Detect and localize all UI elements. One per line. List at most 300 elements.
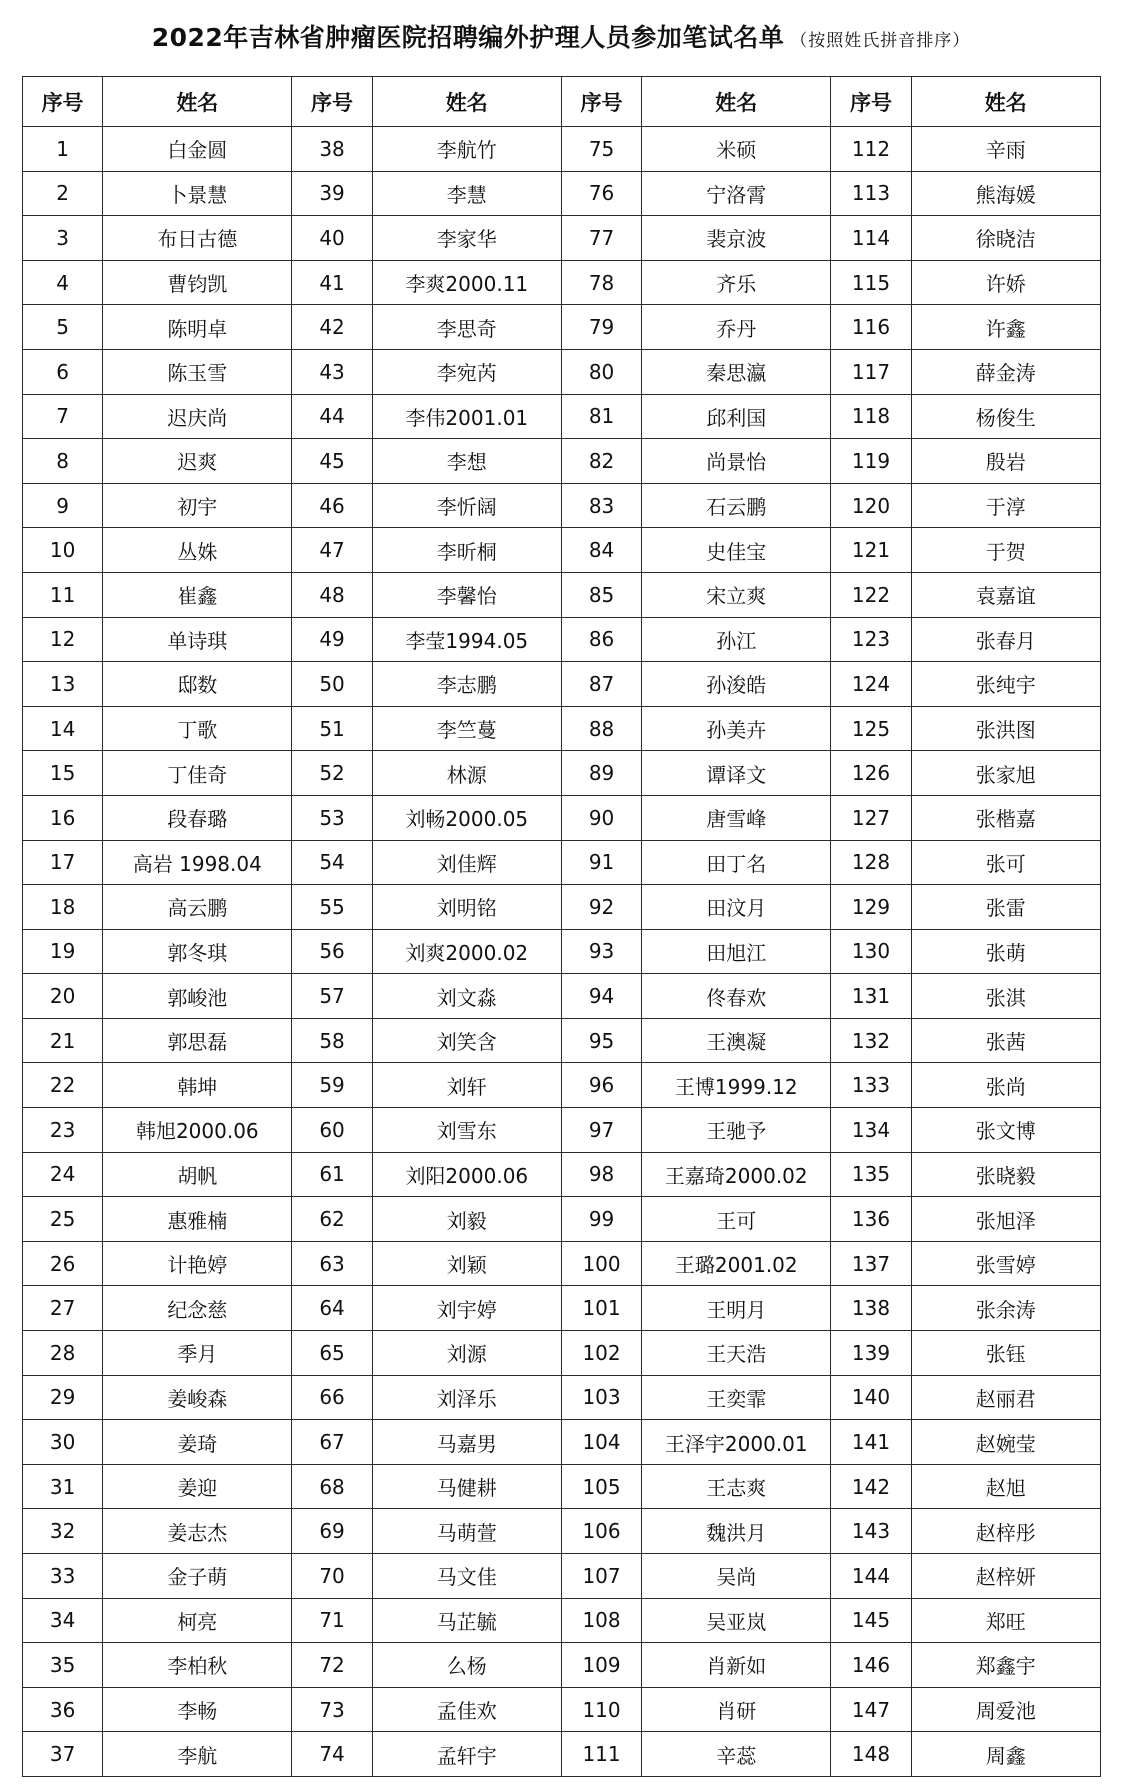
serial-number-cell: 14: [23, 706, 103, 751]
candidate-name-cell: 李航竹: [372, 127, 561, 172]
serial-number-cell: 117: [831, 349, 911, 394]
candidate-name-cell: 张文博: [911, 1108, 1100, 1153]
table-row: [23, 751, 1101, 796]
serial-number-cell: 104: [561, 1420, 641, 1465]
candidate-name-cell: 张淇: [911, 974, 1100, 1019]
candidate-name-cell: 丛姝: [103, 528, 292, 573]
serial-number-cell: 119: [831, 439, 911, 484]
serial-number-cell: 45: [292, 439, 372, 484]
table-row: [23, 349, 1101, 394]
serial-number-cell: 30: [23, 1420, 103, 1465]
candidate-name-cell: 米硕: [642, 127, 831, 172]
serial-number-cell: 148: [831, 1732, 911, 1777]
candidate-name-cell: 单诗琪: [103, 617, 292, 662]
serial-number-cell: 76: [561, 171, 641, 216]
serial-number-cell: 83: [561, 483, 641, 528]
serial-number-cell: 91: [561, 840, 641, 885]
serial-number-cell: 97: [561, 1108, 641, 1153]
candidate-name-cell: 张可: [911, 840, 1100, 885]
serial-number-cell: 109: [561, 1643, 641, 1688]
candidate-name-cell: 柯亮: [103, 1598, 292, 1643]
header-name: 姓名: [372, 77, 561, 127]
serial-number-cell: 42: [292, 305, 372, 350]
candidate-name-cell: 孙浚皓: [642, 662, 831, 707]
candidate-name-cell: 纪念慈: [103, 1286, 292, 1331]
header-name: 姓名: [103, 77, 292, 127]
candidate-name-cell: 邸数: [103, 662, 292, 707]
candidate-name-cell: 裴京波: [642, 216, 831, 261]
table-row: [23, 617, 1101, 662]
candidate-name-cell: 张雷: [911, 885, 1100, 930]
candidate-name-cell: 王志爽: [642, 1464, 831, 1509]
serial-number-cell: 143: [831, 1509, 911, 1554]
candidate-name-cell: 季月: [103, 1331, 292, 1376]
candidate-name-cell: 李爽2000.11: [372, 260, 561, 305]
candidate-name-cell: 段春璐: [103, 795, 292, 840]
serial-number-cell: 67: [292, 1420, 372, 1465]
serial-number-cell: 53: [292, 795, 372, 840]
serial-number-cell: 123: [831, 617, 911, 662]
candidate-name-cell: 赵梓彤: [911, 1509, 1100, 1554]
table-row: [23, 1464, 1101, 1509]
table-row: [23, 795, 1101, 840]
serial-number-cell: 102: [561, 1331, 641, 1376]
serial-number-cell: 7: [23, 394, 103, 439]
candidate-name-cell: 姜志杰: [103, 1509, 292, 1554]
candidate-name-cell: 马芷毓: [372, 1598, 561, 1643]
header-name: 姓名: [911, 77, 1100, 127]
table-row: [23, 1152, 1101, 1197]
candidate-name-cell: 于淳: [911, 483, 1100, 528]
serial-number-cell: 21: [23, 1018, 103, 1063]
table-row: [23, 1063, 1101, 1108]
candidate-name-cell: 刘泽乐: [372, 1375, 561, 1420]
serial-number-cell: 32: [23, 1509, 103, 1554]
candidate-name-cell: 张萌: [911, 929, 1100, 974]
candidate-name-cell: 唐雪峰: [642, 795, 831, 840]
serial-number-cell: 108: [561, 1598, 641, 1643]
serial-number-cell: 141: [831, 1420, 911, 1465]
serial-number-cell: 128: [831, 840, 911, 885]
candidate-roster-table: [22, 76, 1101, 1777]
serial-number-cell: 40: [292, 216, 372, 261]
serial-number-cell: 127: [831, 795, 911, 840]
candidate-name-cell: 田汶月: [642, 885, 831, 930]
serial-number-cell: 124: [831, 662, 911, 707]
serial-number-cell: 133: [831, 1063, 911, 1108]
table-row: [23, 1732, 1101, 1777]
candidate-name-cell: 刘宇婷: [372, 1286, 561, 1331]
serial-number-cell: 69: [292, 1509, 372, 1554]
serial-number-cell: 2: [23, 171, 103, 216]
candidate-name-cell: 张春月: [911, 617, 1100, 662]
candidate-name-cell: 吴尚: [642, 1554, 831, 1599]
candidate-name-cell: 周鑫: [911, 1732, 1100, 1777]
candidate-name-cell: 马健耕: [372, 1464, 561, 1509]
candidate-name-cell: 姜峻森: [103, 1375, 292, 1420]
candidate-name-cell: 张晓毅: [911, 1152, 1100, 1197]
candidate-name-cell: 田丁名: [642, 840, 831, 885]
candidate-name-cell: 袁嘉谊: [911, 572, 1100, 617]
candidate-name-cell: 佟春欢: [642, 974, 831, 1019]
candidate-name-cell: 张雪婷: [911, 1241, 1100, 1286]
serial-number-cell: 132: [831, 1018, 911, 1063]
serial-number-cell: 106: [561, 1509, 641, 1554]
serial-number-cell: 78: [561, 260, 641, 305]
candidate-name-cell: 周爱池: [911, 1687, 1100, 1732]
serial-number-cell: 66: [292, 1375, 372, 1420]
serial-number-cell: 131: [831, 974, 911, 1019]
serial-number-cell: 4: [23, 260, 103, 305]
candidate-name-cell: 金子萌: [103, 1554, 292, 1599]
page-title: [0, 18, 1122, 58]
serial-number-cell: 48: [292, 572, 372, 617]
candidate-name-cell: 郭思磊: [103, 1018, 292, 1063]
table-row: [23, 1331, 1101, 1376]
serial-number-cell: 24: [23, 1152, 103, 1197]
serial-number-cell: 82: [561, 439, 641, 484]
candidate-name-cell: 张余涛: [911, 1286, 1100, 1331]
serial-number-cell: 85: [561, 572, 641, 617]
header-name: 姓名: [642, 77, 831, 127]
candidate-name-cell: 刘毅: [372, 1197, 561, 1242]
candidate-name-cell: 布日古德: [103, 216, 292, 261]
serial-number-cell: 73: [292, 1687, 372, 1732]
candidate-name-cell: 王可: [642, 1197, 831, 1242]
candidate-name-cell: 辛雨: [911, 127, 1100, 172]
serial-number-cell: 8: [23, 439, 103, 484]
candidate-name-cell: 刘轩: [372, 1063, 561, 1108]
candidate-name-cell: 姜琦: [103, 1420, 292, 1465]
candidate-name-cell: 刘源: [372, 1331, 561, 1376]
candidate-name-cell: 张旭泽: [911, 1197, 1100, 1242]
candidate-name-cell: 乔丹: [642, 305, 831, 350]
candidate-name-cell: 刘笑含: [372, 1018, 561, 1063]
candidate-name-cell: 韩坤: [103, 1063, 292, 1108]
candidate-name-cell: 郑鑫宇: [911, 1643, 1100, 1688]
table-row: [23, 929, 1101, 974]
serial-number-cell: 114: [831, 216, 911, 261]
candidate-name-cell: 王璐2001.02: [642, 1241, 831, 1286]
serial-number-cell: 122: [831, 572, 911, 617]
candidate-name-cell: 孟佳欢: [372, 1687, 561, 1732]
serial-number-cell: 121: [831, 528, 911, 573]
table-row: [23, 1554, 1101, 1599]
serial-number-cell: 1: [23, 127, 103, 172]
candidate-name-cell: 刘佳辉: [372, 840, 561, 885]
candidate-name-cell: 刘明铭: [372, 885, 561, 930]
serial-number-cell: 20: [23, 974, 103, 1019]
serial-number-cell: 13: [23, 662, 103, 707]
candidate-name-cell: 马文佳: [372, 1554, 561, 1599]
serial-number-cell: 33: [23, 1554, 103, 1599]
candidate-name-cell: 初宇: [103, 483, 292, 528]
table-row: [23, 439, 1101, 484]
serial-number-cell: 46: [292, 483, 372, 528]
serial-number-cell: 18: [23, 885, 103, 930]
serial-number-cell: 37: [23, 1732, 103, 1777]
candidate-name-cell: 赵婉莹: [911, 1420, 1100, 1465]
candidate-name-cell: 迟庆尚: [103, 394, 292, 439]
serial-number-cell: 55: [292, 885, 372, 930]
candidate-name-cell: 吴亚岚: [642, 1598, 831, 1643]
serial-number-cell: 58: [292, 1018, 372, 1063]
serial-number-cell: 134: [831, 1108, 911, 1153]
candidate-name-cell: 高岩 1998.04: [103, 840, 292, 885]
serial-number-cell: 88: [561, 706, 641, 751]
serial-number-cell: 17: [23, 840, 103, 885]
serial-number-cell: 80: [561, 349, 641, 394]
serial-number-cell: 60: [292, 1108, 372, 1153]
table-row: [23, 1643, 1101, 1688]
candidate-name-cell: 徐晓洁: [911, 216, 1100, 261]
title-main: 2022年吉林省肿瘤医院招聘编外护理人员参加笔试名单: [151, 23, 785, 52]
serial-number-cell: 68: [292, 1464, 372, 1509]
table-row: [23, 840, 1101, 885]
candidate-name-cell: 李航: [103, 1732, 292, 1777]
candidate-name-cell: 李志鹏: [372, 662, 561, 707]
serial-number-cell: 38: [292, 127, 372, 172]
candidate-name-cell: 王嘉琦2000.02: [642, 1152, 831, 1197]
candidate-name-cell: 魏洪月: [642, 1509, 831, 1554]
candidate-name-cell: 石云鹏: [642, 483, 831, 528]
table-row: [23, 216, 1101, 261]
candidate-name-cell: 谭译文: [642, 751, 831, 796]
serial-number-cell: 147: [831, 1687, 911, 1732]
serial-number-cell: 36: [23, 1687, 103, 1732]
serial-number-cell: 9: [23, 483, 103, 528]
serial-number-cell: 56: [292, 929, 372, 974]
serial-number-cell: 51: [292, 706, 372, 751]
candidate-name-cell: 田旭江: [642, 929, 831, 974]
candidate-name-cell: 李思奇: [372, 305, 561, 350]
candidate-name-cell: 崔鑫: [103, 572, 292, 617]
candidate-name-cell: 齐乐: [642, 260, 831, 305]
candidate-name-cell: 丁歌: [103, 706, 292, 751]
table-row: [23, 127, 1101, 172]
serial-number-cell: 70: [292, 1554, 372, 1599]
candidate-name-cell: 李家华: [372, 216, 561, 261]
candidate-name-cell: 王奕霏: [642, 1375, 831, 1420]
serial-number-cell: 101: [561, 1286, 641, 1331]
serial-number-cell: 94: [561, 974, 641, 1019]
table-row: [23, 1420, 1101, 1465]
serial-number-cell: 49: [292, 617, 372, 662]
serial-number-cell: 54: [292, 840, 372, 885]
candidate-name-cell: 马萌萱: [372, 1509, 561, 1554]
candidate-name-cell: 宁洛霄: [642, 171, 831, 216]
candidate-name-cell: 薛金涛: [911, 349, 1100, 394]
candidate-name-cell: 张楷嘉: [911, 795, 1100, 840]
serial-number-cell: 43: [292, 349, 372, 394]
candidate-name-cell: 郭峻池: [103, 974, 292, 1019]
candidate-name-cell: 韩旭2000.06: [103, 1108, 292, 1153]
table-header-row: [23, 77, 1101, 127]
serial-number-cell: 142: [831, 1464, 911, 1509]
serial-number-cell: 95: [561, 1018, 641, 1063]
serial-number-cell: 19: [23, 929, 103, 974]
serial-number-cell: 86: [561, 617, 641, 662]
candidate-name-cell: 姜迎: [103, 1464, 292, 1509]
serial-number-cell: 136: [831, 1197, 911, 1242]
candidate-name-cell: 么杨: [372, 1643, 561, 1688]
table-row: [23, 572, 1101, 617]
serial-number-cell: 28: [23, 1331, 103, 1376]
serial-number-cell: 89: [561, 751, 641, 796]
serial-number-cell: 63: [292, 1241, 372, 1286]
title-note: （按照姓氏拼音排序）: [790, 31, 971, 51]
serial-number-cell: 103: [561, 1375, 641, 1420]
serial-number-cell: 50: [292, 662, 372, 707]
candidate-name-cell: 于贺: [911, 528, 1100, 573]
candidate-name-cell: 李莹1994.05: [372, 617, 561, 662]
serial-number-cell: 130: [831, 929, 911, 974]
candidate-name-cell: 刘阳2000.06: [372, 1152, 561, 1197]
candidate-name-cell: 刘雪东: [372, 1108, 561, 1153]
candidate-name-cell: 秦思瀛: [642, 349, 831, 394]
candidate-name-cell: 王泽宇2000.01: [642, 1420, 831, 1465]
serial-number-cell: 64: [292, 1286, 372, 1331]
candidate-name-cell: 杨俊生: [911, 394, 1100, 439]
candidate-name-cell: 赵梓妍: [911, 1554, 1100, 1599]
serial-number-cell: 116: [831, 305, 911, 350]
table-row: [23, 171, 1101, 216]
candidate-name-cell: 郑旺: [911, 1598, 1100, 1643]
candidate-name-cell: 迟爽: [103, 439, 292, 484]
candidate-name-cell: 王天浩: [642, 1331, 831, 1376]
candidate-name-cell: 白金圆: [103, 127, 292, 172]
candidate-name-cell: 肖研: [642, 1687, 831, 1732]
table-row: [23, 528, 1101, 573]
candidate-name-cell: 尚景怡: [642, 439, 831, 484]
serial-number-cell: 62: [292, 1197, 372, 1242]
table-row: [23, 662, 1101, 707]
serial-number-cell: 81: [561, 394, 641, 439]
serial-number-cell: 27: [23, 1286, 103, 1331]
candidate-name-cell: 郭冬琪: [103, 929, 292, 974]
candidate-name-cell: 高云鹏: [103, 885, 292, 930]
serial-number-cell: 72: [292, 1643, 372, 1688]
serial-number-cell: 118: [831, 394, 911, 439]
serial-number-cell: 115: [831, 260, 911, 305]
serial-number-cell: 34: [23, 1598, 103, 1643]
candidate-name-cell: 陈玉雪: [103, 349, 292, 394]
candidate-name-cell: 李畅: [103, 1687, 292, 1732]
candidate-name-cell: 李馨怡: [372, 572, 561, 617]
candidate-name-cell: 孙江: [642, 617, 831, 662]
serial-number-cell: 65: [292, 1331, 372, 1376]
serial-number-cell: 39: [292, 171, 372, 216]
table-row: [23, 974, 1101, 1019]
candidate-name-cell: 丁佳奇: [103, 751, 292, 796]
candidate-name-cell: 熊海媛: [911, 171, 1100, 216]
serial-number-cell: 75: [561, 127, 641, 172]
candidate-name-cell: 胡帆: [103, 1152, 292, 1197]
candidate-name-cell: 刘颖: [372, 1241, 561, 1286]
candidate-name-cell: 张洪图: [911, 706, 1100, 751]
serial-number-cell: 29: [23, 1375, 103, 1420]
header-serial-number: 序号: [23, 77, 103, 127]
table-row: [23, 1687, 1101, 1732]
candidate-name-cell: 林源: [372, 751, 561, 796]
serial-number-cell: 44: [292, 394, 372, 439]
serial-number-cell: 47: [292, 528, 372, 573]
candidate-name-cell: 惠雅楠: [103, 1197, 292, 1242]
serial-number-cell: 10: [23, 528, 103, 573]
candidate-name-cell: 孟轩宇: [372, 1732, 561, 1777]
candidate-name-cell: 刘爽2000.02: [372, 929, 561, 974]
candidate-name-cell: 史佳宝: [642, 528, 831, 573]
table-row: [23, 260, 1101, 305]
candidate-name-cell: 李想: [372, 439, 561, 484]
serial-number-cell: 26: [23, 1241, 103, 1286]
candidate-name-cell: 李伟2001.01: [372, 394, 561, 439]
serial-number-cell: 59: [292, 1063, 372, 1108]
candidate-name-cell: 赵丽君: [911, 1375, 1100, 1420]
serial-number-cell: 139: [831, 1331, 911, 1376]
table-row: [23, 394, 1101, 439]
serial-number-cell: 57: [292, 974, 372, 1019]
candidate-name-cell: 刘畅2000.05: [372, 795, 561, 840]
table-row: [23, 706, 1101, 751]
candidate-name-cell: 刘文淼: [372, 974, 561, 1019]
serial-number-cell: 96: [561, 1063, 641, 1108]
table-row: [23, 885, 1101, 930]
table-row: [23, 305, 1101, 350]
table-row: [23, 1375, 1101, 1420]
candidate-name-cell: 辛蕊: [642, 1732, 831, 1777]
candidate-name-cell: 计艳婷: [103, 1241, 292, 1286]
table-row: [23, 483, 1101, 528]
candidate-name-cell: 李宛芮: [372, 349, 561, 394]
candidate-name-cell: 宋立爽: [642, 572, 831, 617]
serial-number-cell: 84: [561, 528, 641, 573]
candidate-name-cell: 殷岩: [911, 439, 1100, 484]
candidate-name-cell: 李柏秋: [103, 1643, 292, 1688]
serial-number-cell: 98: [561, 1152, 641, 1197]
serial-number-cell: 71: [292, 1598, 372, 1643]
candidate-name-cell: 张家旭: [911, 751, 1100, 796]
candidate-name-cell: 李忻阔: [372, 483, 561, 528]
candidate-name-cell: 李竺蔓: [372, 706, 561, 751]
table-row: [23, 1108, 1101, 1153]
candidate-name-cell: 张茜: [911, 1018, 1100, 1063]
serial-number-cell: 140: [831, 1375, 911, 1420]
header-serial-number: 序号: [831, 77, 911, 127]
serial-number-cell: 135: [831, 1152, 911, 1197]
table-row: [23, 1509, 1101, 1554]
serial-number-cell: 113: [831, 171, 911, 216]
candidate-name-cell: 许娇: [911, 260, 1100, 305]
serial-number-cell: 146: [831, 1643, 911, 1688]
candidate-name-cell: 曹钧凯: [103, 260, 292, 305]
table-row: [23, 1241, 1101, 1286]
candidate-name-cell: 王驰予: [642, 1108, 831, 1153]
serial-number-cell: 3: [23, 216, 103, 261]
serial-number-cell: 138: [831, 1286, 911, 1331]
serial-number-cell: 61: [292, 1152, 372, 1197]
candidate-name-cell: 王澳凝: [642, 1018, 831, 1063]
serial-number-cell: 23: [23, 1108, 103, 1153]
candidate-name-cell: 李昕桐: [372, 528, 561, 573]
serial-number-cell: 129: [831, 885, 911, 930]
serial-number-cell: 110: [561, 1687, 641, 1732]
serial-number-cell: 112: [831, 127, 911, 172]
serial-number-cell: 87: [561, 662, 641, 707]
serial-number-cell: 52: [292, 751, 372, 796]
serial-number-cell: 145: [831, 1598, 911, 1643]
table-row: [23, 1286, 1101, 1331]
